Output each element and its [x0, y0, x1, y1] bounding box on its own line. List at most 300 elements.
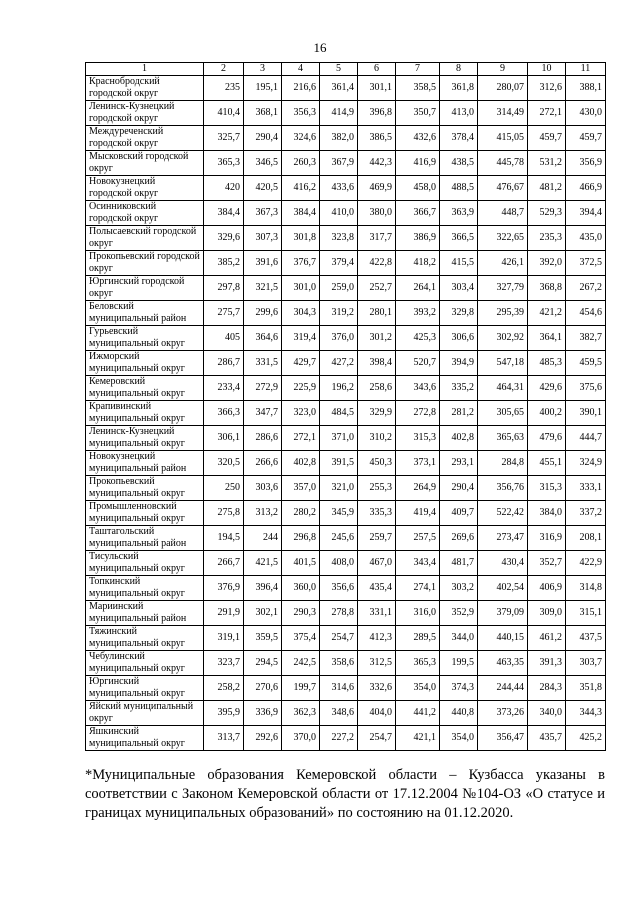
- value-cell: 547,18: [478, 351, 528, 376]
- table-body: [86, 76, 606, 751]
- value-cell: 469,9: [358, 176, 396, 201]
- value-cell: 421,1: [396, 726, 440, 751]
- municipality-name-cell: Новокузнецкий муниципальный район: [86, 451, 204, 476]
- value-cell: 321,5: [244, 276, 282, 301]
- value-cell: 390,1: [566, 401, 606, 426]
- municipality-name-cell: Новокузнецкий городской округ: [86, 176, 204, 201]
- value-cell: 448,7: [478, 201, 528, 226]
- value-cell: 378,4: [440, 126, 478, 151]
- value-cell: 418,2: [396, 251, 440, 276]
- value-cell: 352,9: [440, 601, 478, 626]
- value-cell: 275,8: [204, 501, 244, 526]
- value-cell: 379,09: [478, 601, 528, 626]
- value-cell: 352,7: [528, 551, 566, 576]
- municipality-name-cell: Ленинск-Кузнецкий муниципальный округ: [86, 426, 204, 451]
- value-cell: 264,1: [396, 276, 440, 301]
- value-cell: 375,4: [282, 626, 320, 651]
- value-cell: 196,2: [320, 376, 358, 401]
- value-cell: 356,3: [282, 101, 320, 126]
- value-cell: 410,4: [204, 101, 244, 126]
- column-header: 11: [566, 63, 606, 76]
- value-cell: 410,0: [320, 201, 358, 226]
- municipality-name-cell: Мысковский городской округ: [86, 151, 204, 176]
- value-cell: 289,5: [396, 626, 440, 651]
- value-cell: 297,8: [204, 276, 244, 301]
- table-row: [86, 226, 606, 251]
- value-cell: 321,0: [320, 476, 358, 501]
- value-cell: 361,4: [320, 76, 358, 101]
- table-row: [86, 201, 606, 226]
- value-cell: 310,2: [358, 426, 396, 451]
- value-cell: 323,8: [320, 226, 358, 251]
- value-cell: 398,4: [358, 351, 396, 376]
- value-cell: 317,7: [358, 226, 396, 251]
- value-cell: 344,0: [440, 626, 478, 651]
- value-cell: 401,5: [282, 551, 320, 576]
- value-cell: 208,1: [566, 526, 606, 551]
- value-cell: 337,2: [566, 501, 606, 526]
- value-cell: 454,6: [566, 301, 606, 326]
- value-cell: 522,42: [478, 501, 528, 526]
- table-row: [86, 501, 606, 526]
- value-cell: 461,2: [528, 626, 566, 651]
- value-cell: 442,3: [358, 151, 396, 176]
- value-cell: 393,2: [396, 301, 440, 326]
- value-cell: 295,39: [478, 301, 528, 326]
- value-cell: 450,3: [358, 451, 396, 476]
- value-cell: 459,5: [566, 351, 606, 376]
- column-header: 3: [244, 63, 282, 76]
- value-cell: 302,92: [478, 326, 528, 351]
- value-cell: 242,5: [282, 651, 320, 676]
- value-cell: 343,6: [396, 376, 440, 401]
- value-cell: 376,0: [320, 326, 358, 351]
- value-cell: 458,0: [396, 176, 440, 201]
- value-cell: 327,79: [478, 276, 528, 301]
- table-row: [86, 276, 606, 301]
- value-cell: 429,7: [282, 351, 320, 376]
- value-cell: 245,6: [320, 526, 358, 551]
- value-cell: 367,9: [320, 151, 358, 176]
- value-cell: 356,9: [566, 151, 606, 176]
- table-row: [86, 451, 606, 476]
- value-cell: 467,0: [358, 551, 396, 576]
- value-cell: 396,4: [244, 576, 282, 601]
- value-cell: 306,1: [204, 426, 244, 451]
- value-cell: 488,5: [440, 176, 478, 201]
- value-cell: 259,0: [320, 276, 358, 301]
- table-row: [86, 126, 606, 151]
- value-cell: 350,7: [396, 101, 440, 126]
- value-cell: 485,3: [528, 351, 566, 376]
- value-cell: 368,1: [244, 101, 282, 126]
- value-cell: 345,9: [320, 501, 358, 526]
- table-row: [86, 701, 606, 726]
- table-row: [86, 301, 606, 326]
- value-cell: 421,2: [528, 301, 566, 326]
- table-row: [86, 426, 606, 451]
- value-cell: 402,8: [282, 451, 320, 476]
- value-cell: 463,35: [478, 651, 528, 676]
- municipality-name-cell: Полысаевский городской округ: [86, 226, 204, 251]
- value-cell: 273,47: [478, 526, 528, 551]
- value-cell: 244: [244, 526, 282, 551]
- table-row: [86, 376, 606, 401]
- value-cell: 361,8: [440, 76, 478, 101]
- value-cell: 293,1: [440, 451, 478, 476]
- value-cell: 292,6: [244, 726, 282, 751]
- value-cell: 344,3: [566, 701, 606, 726]
- value-cell: 380,0: [358, 201, 396, 226]
- value-cell: 340,0: [528, 701, 566, 726]
- table-row: [86, 101, 606, 126]
- municipality-name-cell: Прокопьевский городской округ: [86, 251, 204, 276]
- table-row: [86, 551, 606, 576]
- value-cell: 258,2: [204, 676, 244, 701]
- value-cell: 356,6: [320, 576, 358, 601]
- table-row: [86, 626, 606, 651]
- value-cell: 388,1: [566, 76, 606, 101]
- table-row: [86, 251, 606, 276]
- value-cell: 416,2: [282, 176, 320, 201]
- value-cell: 235: [204, 76, 244, 101]
- municipality-name-cell: Крапивинский муниципальный округ: [86, 401, 204, 426]
- value-cell: 440,15: [478, 626, 528, 651]
- value-cell: 301,8: [282, 226, 320, 251]
- value-cell: 336,9: [244, 701, 282, 726]
- value-cell: 379,4: [320, 251, 358, 276]
- value-cell: 301,0: [282, 276, 320, 301]
- table-row: [86, 476, 606, 501]
- value-cell: 437,5: [566, 626, 606, 651]
- value-cell: 408,0: [320, 551, 358, 576]
- value-cell: 280,2: [282, 501, 320, 526]
- value-cell: 364,6: [244, 326, 282, 351]
- municipality-name-cell: Гурьевский муниципальный округ: [86, 326, 204, 351]
- value-cell: 331,5: [244, 351, 282, 376]
- value-cell: 257,5: [396, 526, 440, 551]
- value-cell: 329,6: [204, 226, 244, 251]
- municipality-name-cell: Яшкинский муниципальный округ: [86, 726, 204, 751]
- value-cell: 244,44: [478, 676, 528, 701]
- column-header: 2: [204, 63, 244, 76]
- column-header: 5: [320, 63, 358, 76]
- value-cell: 255,3: [358, 476, 396, 501]
- value-cell: 314,8: [566, 576, 606, 601]
- column-header: 10: [528, 63, 566, 76]
- value-cell: 267,2: [566, 276, 606, 301]
- value-cell: 290,4: [244, 126, 282, 151]
- value-cell: 422,9: [566, 551, 606, 576]
- column-header: 4: [282, 63, 320, 76]
- value-cell: 235,3: [528, 226, 566, 251]
- value-cell: 319,4: [282, 326, 320, 351]
- value-cell: 264,9: [396, 476, 440, 501]
- value-cell: 415,5: [440, 251, 478, 276]
- value-cell: 520,7: [396, 351, 440, 376]
- value-cell: 254,7: [358, 726, 396, 751]
- municipality-name-cell: Осинниковский городской округ: [86, 201, 204, 226]
- value-cell: 386,5: [358, 126, 396, 151]
- value-cell: 323,0: [282, 401, 320, 426]
- value-cell: 319,1: [204, 626, 244, 651]
- value-cell: 481,2: [528, 176, 566, 201]
- value-cell: 367,3: [244, 201, 282, 226]
- value-cell: 376,9: [204, 576, 244, 601]
- municipality-name-cell: Беловский муниципальный район: [86, 301, 204, 326]
- value-cell: 394,9: [440, 351, 478, 376]
- value-cell: 322,65: [478, 226, 528, 251]
- value-cell: 303,6: [244, 476, 282, 501]
- value-cell: 194,5: [204, 526, 244, 551]
- municipality-name-cell: Тяжинский муниципальный округ: [86, 626, 204, 651]
- value-cell: 373,1: [396, 451, 440, 476]
- value-cell: 384,4: [204, 201, 244, 226]
- table-row: [86, 676, 606, 701]
- table-row: [86, 526, 606, 551]
- value-cell: 357,0: [282, 476, 320, 501]
- value-cell: 384,0: [528, 501, 566, 526]
- value-cell: 435,4: [358, 576, 396, 601]
- value-cell: 358,6: [320, 651, 358, 676]
- value-cell: 459,7: [528, 126, 566, 151]
- value-cell: 476,67: [478, 176, 528, 201]
- value-cell: 382,0: [320, 126, 358, 151]
- value-cell: 260,3: [282, 151, 320, 176]
- value-cell: 396,8: [358, 101, 396, 126]
- value-cell: 306,6: [440, 326, 478, 351]
- value-cell: 309,0: [528, 601, 566, 626]
- column-header: 7: [396, 63, 440, 76]
- municipality-name-cell: Ижморский муниципальный округ: [86, 351, 204, 376]
- column-header: 6: [358, 63, 396, 76]
- footnote: *Муниципальные образования Кемеровской области – Кузбасса указаны в соответствии с Законом Кемеровской области от 17.12.2004 №104-ОЗ «О статусе и границах муниципальных образований» по состоянию на 01.12.2020.: [85, 767, 605, 821]
- value-cell: 304,3: [282, 301, 320, 326]
- value-cell: 422,8: [358, 251, 396, 276]
- value-cell: 227,2: [320, 726, 358, 751]
- municipality-name-cell: Чебулинский муниципальный округ: [86, 651, 204, 676]
- value-cell: 375,6: [566, 376, 606, 401]
- value-cell: 459,7: [566, 126, 606, 151]
- value-cell: 435,7: [528, 726, 566, 751]
- value-cell: 291,9: [204, 601, 244, 626]
- value-cell: 225,9: [282, 376, 320, 401]
- value-cell: 481,7: [440, 551, 478, 576]
- value-cell: 323,7: [204, 651, 244, 676]
- value-cell: 252,7: [358, 276, 396, 301]
- value-cell: 312,5: [358, 651, 396, 676]
- table-row: [86, 651, 606, 676]
- value-cell: 368,8: [528, 276, 566, 301]
- value-cell: 305,65: [478, 401, 528, 426]
- table-row: [86, 151, 606, 176]
- value-cell: 356,47: [478, 726, 528, 751]
- value-cell: 284,3: [528, 676, 566, 701]
- value-cell: 409,7: [440, 501, 478, 526]
- municipality-name-cell: Кемеровский муниципальный округ: [86, 376, 204, 401]
- value-cell: 366,3: [204, 401, 244, 426]
- value-cell: 430,0: [566, 101, 606, 126]
- value-cell: 366,7: [396, 201, 440, 226]
- value-cell: 343,4: [396, 551, 440, 576]
- value-cell: 386,9: [396, 226, 440, 251]
- value-cell: 280,1: [358, 301, 396, 326]
- value-cell: 286,6: [244, 426, 282, 451]
- value-cell: 420,5: [244, 176, 282, 201]
- value-cell: 333,1: [566, 476, 606, 501]
- value-cell: 294,5: [244, 651, 282, 676]
- value-cell: 259,7: [358, 526, 396, 551]
- municipality-name-cell: Яйский муниципальный округ: [86, 701, 204, 726]
- municipality-name-cell: Междуреченский городской округ: [86, 126, 204, 151]
- table-row: [86, 76, 606, 101]
- value-cell: 351,8: [566, 676, 606, 701]
- value-cell: 370,0: [282, 726, 320, 751]
- value-cell: 394,4: [566, 201, 606, 226]
- value-cell: 391,6: [244, 251, 282, 276]
- value-cell: 348,6: [320, 701, 358, 726]
- value-cell: 199,7: [282, 676, 320, 701]
- value-cell: 312,6: [528, 76, 566, 101]
- value-cell: 319,2: [320, 301, 358, 326]
- value-cell: 233,4: [204, 376, 244, 401]
- value-cell: 303,2: [440, 576, 478, 601]
- value-cell: 529,3: [528, 201, 566, 226]
- value-cell: 216,6: [282, 76, 320, 101]
- value-cell: 284,8: [478, 451, 528, 476]
- value-cell: 415,05: [478, 126, 528, 151]
- value-cell: 406,9: [528, 576, 566, 601]
- municipality-name-cell: Юргинский муниципальный округ: [86, 676, 204, 701]
- value-cell: 272,1: [528, 101, 566, 126]
- value-cell: 373,26: [478, 701, 528, 726]
- value-cell: 195,1: [244, 76, 282, 101]
- value-cell: 376,7: [282, 251, 320, 276]
- value-cell: 438,5: [440, 151, 478, 176]
- value-cell: 374,3: [440, 676, 478, 701]
- data-table: [85, 62, 606, 751]
- value-cell: 324,6: [282, 126, 320, 151]
- value-cell: 359,5: [244, 626, 282, 651]
- value-cell: 354,0: [440, 726, 478, 751]
- value-cell: 531,2: [528, 151, 566, 176]
- value-cell: 275,7: [204, 301, 244, 326]
- value-cell: 266,6: [244, 451, 282, 476]
- value-cell: 391,5: [320, 451, 358, 476]
- value-cell: 254,7: [320, 626, 358, 651]
- value-cell: 325,7: [204, 126, 244, 151]
- value-cell: 272,9: [244, 376, 282, 401]
- value-cell: 329,8: [440, 301, 478, 326]
- value-cell: 314,6: [320, 676, 358, 701]
- value-cell: 286,7: [204, 351, 244, 376]
- value-cell: 290,3: [282, 601, 320, 626]
- value-cell: 435,0: [566, 226, 606, 251]
- value-cell: 313,7: [204, 726, 244, 751]
- value-cell: 405: [204, 326, 244, 351]
- value-cell: 366,5: [440, 226, 478, 251]
- value-cell: 426,1: [478, 251, 528, 276]
- value-cell: 313,2: [244, 501, 282, 526]
- value-cell: 332,6: [358, 676, 396, 701]
- municipality-name-cell: Топкинский муниципальный округ: [86, 576, 204, 601]
- value-cell: 302,1: [244, 601, 282, 626]
- value-cell: 280,07: [478, 76, 528, 101]
- value-cell: 335,2: [440, 376, 478, 401]
- municipality-name-cell: Краснобродский городской округ: [86, 76, 204, 101]
- value-cell: 363,9: [440, 201, 478, 226]
- value-cell: 444,7: [566, 426, 606, 451]
- value-cell: 440,8: [440, 701, 478, 726]
- municipality-name-cell: Ленинск-Кузнецкий городской округ: [86, 101, 204, 126]
- value-cell: 479,6: [528, 426, 566, 451]
- value-cell: 335,3: [358, 501, 396, 526]
- value-cell: 441,2: [396, 701, 440, 726]
- value-cell: 303,4: [440, 276, 478, 301]
- value-cell: 266,7: [204, 551, 244, 576]
- value-cell: 331,1: [358, 601, 396, 626]
- value-cell: 425,2: [566, 726, 606, 751]
- value-cell: 281,2: [440, 401, 478, 426]
- value-cell: 315,1: [566, 601, 606, 626]
- value-cell: 315,3: [528, 476, 566, 501]
- value-cell: 272,1: [282, 426, 320, 451]
- value-cell: 316,9: [528, 526, 566, 551]
- value-cell: 365,3: [204, 151, 244, 176]
- table-row: [86, 326, 606, 351]
- value-cell: 391,3: [528, 651, 566, 676]
- value-cell: 274,1: [396, 576, 440, 601]
- value-cell: 364,1: [528, 326, 566, 351]
- value-cell: 316,0: [396, 601, 440, 626]
- value-cell: 301,1: [358, 76, 396, 101]
- value-cell: 362,3: [282, 701, 320, 726]
- value-cell: 420: [204, 176, 244, 201]
- value-cell: 427,2: [320, 351, 358, 376]
- municipality-name-cell: Тисульский муниципальный округ: [86, 551, 204, 576]
- value-cell: 445,78: [478, 151, 528, 176]
- page-number: 16: [313, 40, 327, 55]
- value-cell: 484,5: [320, 401, 358, 426]
- value-cell: 307,3: [244, 226, 282, 251]
- value-cell: 384,4: [282, 201, 320, 226]
- value-cell: 365,63: [478, 426, 528, 451]
- table-header-row: [86, 63, 606, 76]
- value-cell: 371,0: [320, 426, 358, 451]
- column-header: 1: [86, 63, 204, 76]
- value-cell: 356,76: [478, 476, 528, 501]
- value-cell: 372,5: [566, 251, 606, 276]
- value-cell: 365,3: [396, 651, 440, 676]
- value-cell: 404,0: [358, 701, 396, 726]
- value-cell: 269,6: [440, 526, 478, 551]
- value-cell: 354,0: [396, 676, 440, 701]
- value-cell: 278,8: [320, 601, 358, 626]
- table-row: [86, 576, 606, 601]
- table-row: [86, 726, 606, 751]
- value-cell: 395,9: [204, 701, 244, 726]
- value-cell: 419,4: [396, 501, 440, 526]
- value-cell: 429,6: [528, 376, 566, 401]
- table-row: [86, 601, 606, 626]
- value-cell: 296,8: [282, 526, 320, 551]
- municipality-name-cell: Прокопьевский муниципальный округ: [86, 476, 204, 501]
- value-cell: 346,5: [244, 151, 282, 176]
- value-cell: 258,6: [358, 376, 396, 401]
- value-cell: 301,2: [358, 326, 396, 351]
- value-cell: 402,8: [440, 426, 478, 451]
- municipality-name-cell: Таштагольский муниципальный район: [86, 526, 204, 551]
